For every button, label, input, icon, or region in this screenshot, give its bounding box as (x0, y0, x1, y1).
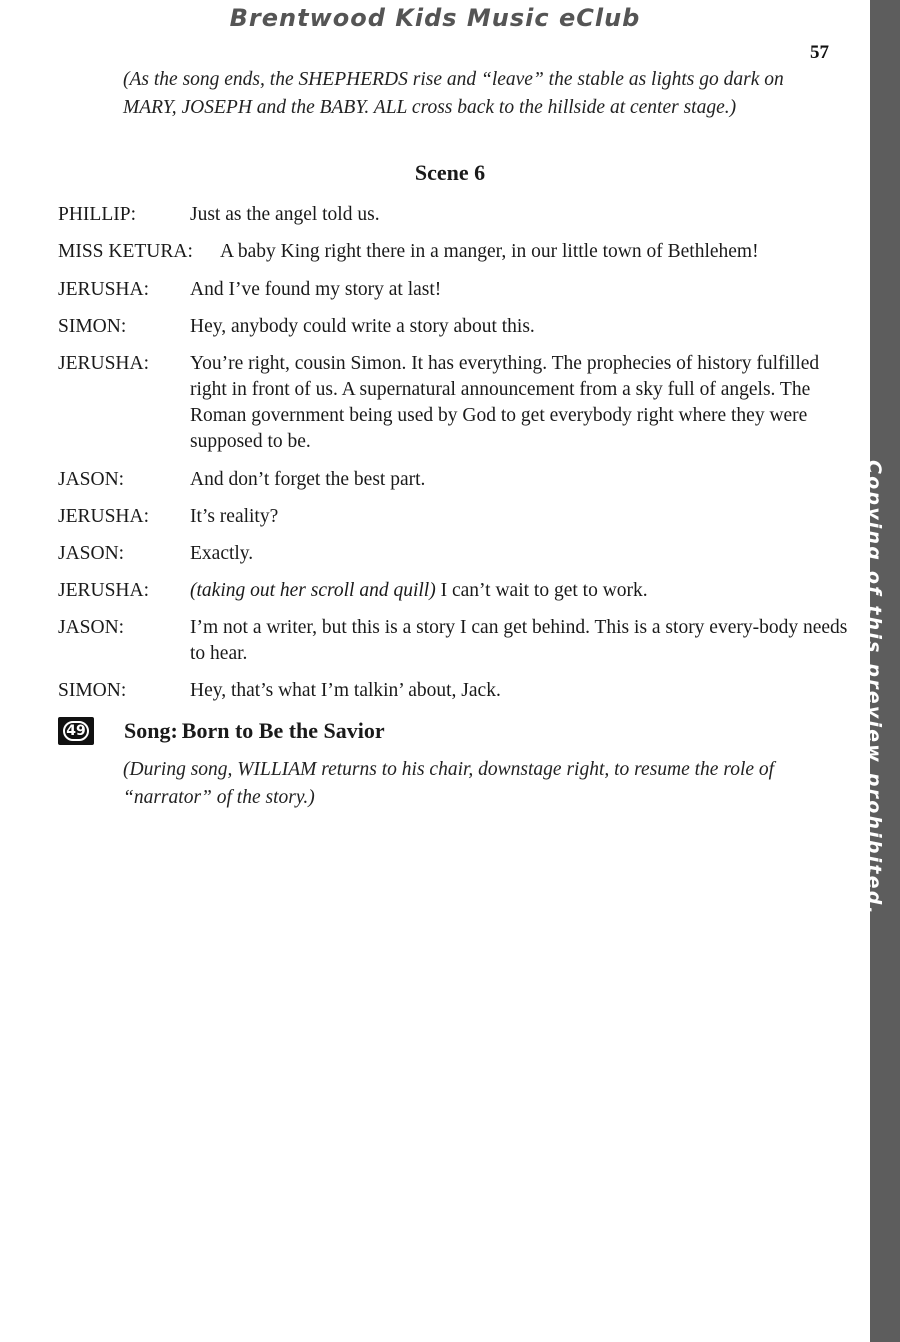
speaker-name: JERUSHA: (58, 506, 150, 527)
track-number-icon (58, 717, 94, 745)
speech-text: I’m not a writer, but this is a story I can get behind. This is a story every-body needs to hear. (190, 617, 848, 664)
speaker-name: JERUSHA: (58, 353, 150, 374)
speaker-name: JERUSHA: (58, 580, 150, 601)
speech-text (190, 578, 848, 604)
speaker-name: JERUSHA: (58, 279, 150, 300)
speaker-name: MISS KETURA: (58, 241, 193, 262)
scene-title: Scene 6 (414, 160, 486, 185)
speech-text: And don’t forget the best part. (190, 469, 426, 490)
dialogue-line (58, 202, 848, 228)
page-number: 57 (810, 42, 829, 63)
speaker-name: SIMON: (58, 680, 127, 701)
speech-text-body: I can’t wait to get to work. (440, 580, 648, 601)
page-header: Brentwood Kids Music eClub (229, 4, 641, 32)
dialogue-line (58, 541, 848, 567)
speaker-name: JASON: (58, 543, 125, 564)
speech-text: Hey, that’s what I’m talkin’ about, Jack. (190, 680, 501, 701)
song-title: Born to Be the Savior (181, 718, 385, 743)
dialogue-line (58, 314, 848, 340)
track-number: 49 (63, 721, 89, 741)
dialogue-line (58, 678, 848, 704)
speech-text: Just as the angel told us. (190, 204, 380, 225)
speech-text: It’s reality? (190, 506, 279, 527)
speaker-name: JASON: (58, 617, 125, 638)
dialogue-line (58, 351, 848, 455)
dialogue-line (58, 239, 848, 265)
parenthetical-direction: (taking out her scroll and quill) (190, 580, 436, 601)
speech-text: Hey, anybody could write a story about this. (190, 316, 535, 337)
speech-text: Exactly. (190, 543, 254, 564)
speaker-name: SIMON: (58, 316, 127, 337)
copy-notice: Copying of this preview prohibited. (863, 460, 885, 916)
speech-text: And I’ve found my story at last! (190, 279, 442, 300)
song-label: Song: (124, 718, 178, 743)
dialogue-line (58, 615, 848, 667)
opening-stage-direction: (As the song ends, the SHEPHERDS rise and “leave” the stable as lights go dark on MARY, JOSEPH and the BABY. ALL cross back to the hillside at center stage.) (123, 69, 784, 118)
dialogue-line (58, 578, 848, 604)
closing-stage-direction: (During song, WILLIAM returns to his chair, downstage right, to resume the role of “narrator” of the story.) (123, 759, 775, 808)
song-cue (58, 716, 385, 746)
speaker-name: JASON: (58, 469, 125, 490)
dialogue-line (58, 467, 848, 493)
speaker-name: PHILLIP: (58, 204, 136, 225)
dialogue-line (58, 504, 848, 530)
dialogue-line (58, 277, 848, 303)
speech-text: You’re right, cousin Simon. It has everything. The prophecies of history fulfilled right in front of us. A supernatural announcement from a sky full of angels. The Roman government being used by God to get everybody right where they were supposed to be. (190, 353, 820, 452)
speech-text: A baby King right there in a manger, in our little town of Bethlehem! (220, 241, 759, 262)
